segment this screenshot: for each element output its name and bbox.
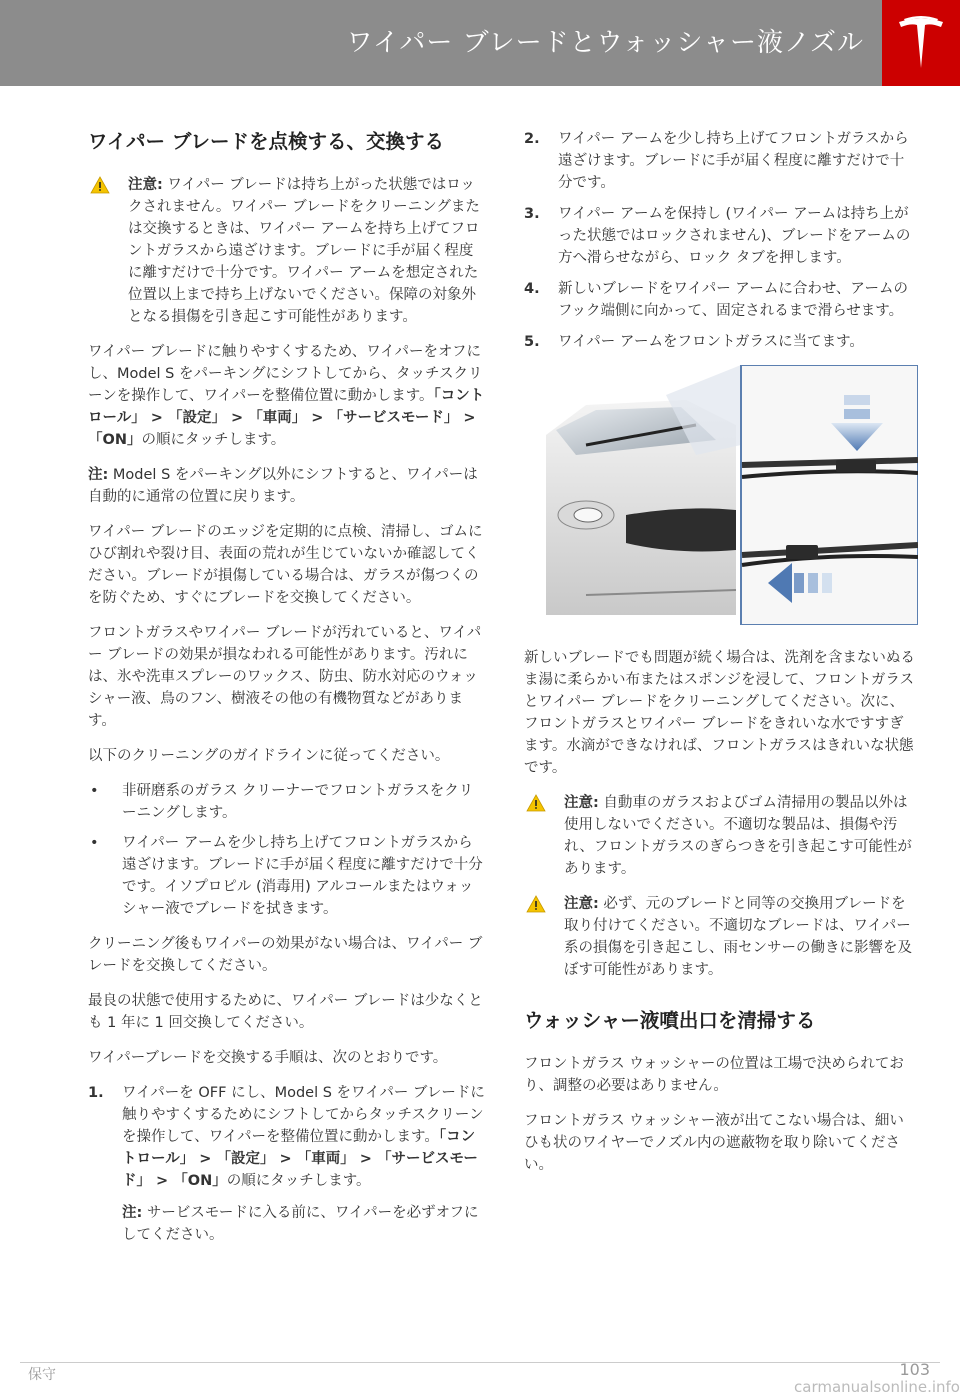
warning-icon: [526, 794, 546, 812]
paragraph-text: の順にタッチします。: [141, 432, 286, 448]
footer-divider: [20, 1362, 940, 1363]
paragraph: 新しいブレードでも問題が続く場合は、洗剤を含まないぬるま湯に柔らかい布またはスポンジを浸して、フロントガラスとワイパー ブレードをクリーニングしてください。次に、フロントガラスとワイパー ブレードをきれいな水ですすぎます。水滴ができなければ、フロントガラスはきれいな状態です。: [524, 650, 915, 776]
watermark: carmanualsonline.info: [794, 1378, 960, 1396]
tesla-logo-icon: [896, 16, 946, 70]
tesla-logo: [882, 0, 960, 86]
paragraph: 最良の状態で使用するために、ワイパー ブレードは少なくとも 1 年に 1 回交換してください。: [88, 993, 483, 1031]
caution-note: [524, 792, 916, 880]
note-text: Model S をパーキング以外にシフトすると、ワイパーは自動的に通常の位置に戻ります。: [88, 467, 478, 505]
note-paragraph: [88, 464, 486, 508]
menu-path: 「コントロール」 > 「設定」 > 「車両」 > 「サービスモード」 > 「ON」: [122, 1129, 478, 1189]
section-heading-washer: ウォッシャー液噴出口を清掃する: [524, 1009, 816, 1032]
menu-path: 「コントロール」 > 「設定」 > 「車両」 > 「サービスモード」 > 「ON」: [88, 388, 485, 448]
caution-label: 注意:: [564, 896, 599, 912]
footer-section: 保守: [28, 1367, 56, 1383]
paragraph: フロントガラス ウォッシャーの位置は工場で決められており、調整の必要はありません。: [524, 1056, 904, 1094]
note-label: 注:: [88, 467, 109, 483]
bullet-list: [88, 780, 486, 920]
step-text: ワイパー アームを少し持ち上げてフロントガラスから遠ざけます。ブレードに手が届く程度に離すだけで十分です。: [558, 131, 909, 191]
caution-text: ワイパー ブレードは持ち上がった状態ではロックされません。ワイパー ブレードをクリーニングまたは交換するときは、ワイパー アームを持ち上げてフロントガラスから遠ざけます。ブレードに手が届く程度に離すだけで十分です。ワイパー アームを想定された位置以上まで持ち上げないでください。保障の対象外となる損傷を引き起こす可能性があります。: [128, 177, 480, 325]
paragraph: フロントガラス ウォッシャー液が出てこない場合は、細いひも状のワイヤーでノズル内の遮蔽物を取り除いてください。: [524, 1113, 904, 1173]
step-item: [524, 128, 916, 194]
step-item: [524, 278, 916, 322]
step-item: [88, 1082, 486, 1246]
step-item: [524, 331, 916, 353]
step-number: 5.: [524, 334, 540, 350]
step-text: 新しいブレードをワイパー アームに合わせ、アームのフック端側に向かって、固定されるまで滑らせます。: [558, 281, 908, 319]
step-number: 2.: [524, 131, 540, 147]
paragraph: 以下のクリーニングのガイドラインに従ってください。: [88, 748, 450, 764]
right-column: [524, 128, 916, 1189]
caution-label: 注意:: [128, 177, 163, 193]
step-text: ワイパー アームを保持し (ワイパー アームは持ち上がった状態ではロックされません)、ブレードをアームの方へ滑らせながら、ロック タブを押します。: [558, 206, 911, 266]
paragraph-text: ワイパー ブレードに触りやすくするため、ワイパーをオフにし、Model S をパーキングにシフトしてから、タッチスクリーンを操作して、ワイパーを整備位置に動かします。: [88, 344, 483, 404]
paragraph: [88, 341, 486, 451]
note-label: 注:: [122, 1205, 143, 1221]
list-item-text: ワイパー アームを少し持ち上げてフロントガラスから遠ざけます。ブレードに手が届く程度に離すだけで十分です。イソプロピル (消毒用) アルコールまたはウォッシャー液でブレードを拭きます。: [122, 835, 483, 917]
caution-note: [88, 174, 486, 328]
warning-icon: [90, 176, 110, 194]
car-wiper-image: [546, 365, 918, 625]
step-number: 4.: [524, 281, 540, 297]
list-item: [88, 832, 486, 920]
step-number: 3.: [524, 206, 540, 222]
wiper-illustration: [546, 365, 918, 625]
page-number: 103: [899, 1360, 930, 1379]
bullet-icon: •: [90, 835, 99, 851]
caution-text: 自動車のガラスおよびゴム清掃用の製品以外は使用しないでください。不適切な製品は、損傷や汚れ、フロントガラスのぎらつきを引き起こす可能性があります。: [564, 795, 912, 877]
step-text: [122, 1082, 486, 1192]
paragraph: ワイパー ブレードのエッジを定期的に点検、清掃し、ゴムにひび割れや裂け目、表面の荒れが生じていないか確認してください。ブレードが損傷している場合は、ガラスが傷つくのを防ぐため、すぐにブレードを交換してください。: [88, 524, 483, 606]
caution-label: 注意:: [564, 795, 599, 811]
step-item: [524, 203, 916, 269]
warning-icon: [526, 895, 546, 913]
list-item-text: 非研磨系のガラス クリーナーでフロントガラスをクリーニングします。: [122, 783, 474, 821]
caution-note: [524, 893, 916, 981]
section-heading-wiper: ワイパー ブレードを点検する、交換する: [88, 130, 445, 153]
step-text: ワイパー アームをフロントガラスに当てます。: [558, 334, 864, 350]
step-text-a: ワイパーを OFF にし、Model S をワイパー ブレードに触りやすくするためにシフトしてからタッチスクリーンを操作して、ワイパーを整備位置に動かします。: [122, 1085, 485, 1145]
paragraph: フロントガラスやワイパー ブレードが汚れていると、ワイパー ブレードの効果が損なわれる可能性があります。汚れには、氷や洗車スプレーのワックス、防虫、防水対応のウォッシャー液、鳥のフン、樹液その他の有機物質などがあります。: [88, 625, 482, 729]
step-number: 1.: [88, 1085, 104, 1101]
note-text: サービスモードに入る前に、ワイパーを必ずオフにしてください。: [122, 1205, 479, 1243]
step-note: [122, 1202, 486, 1246]
bullet-icon: •: [90, 783, 99, 799]
paragraph: クリーニング後もワイパーの効果がない場合は、ワイパー ブレードを交換してください。: [88, 936, 483, 974]
left-column: [88, 128, 486, 1255]
step-text-b: の順にタッチします。: [226, 1173, 371, 1189]
header-bar: [0, 0, 960, 86]
paragraph: ワイパーブレードを交換する手順は、次のとおりです。: [88, 1050, 448, 1066]
list-item: [88, 780, 486, 824]
page-title: ワイパー ブレードとウォッシャー液ノズル: [346, 28, 864, 58]
caution-text: 必ず、元のブレードと同等の交換用ブレードを取り付けてください。不適切なブレードは、ワイパー系の損傷を引き起こし、雨センサーの働きに影響を及ぼす可能性があります。: [564, 896, 912, 978]
